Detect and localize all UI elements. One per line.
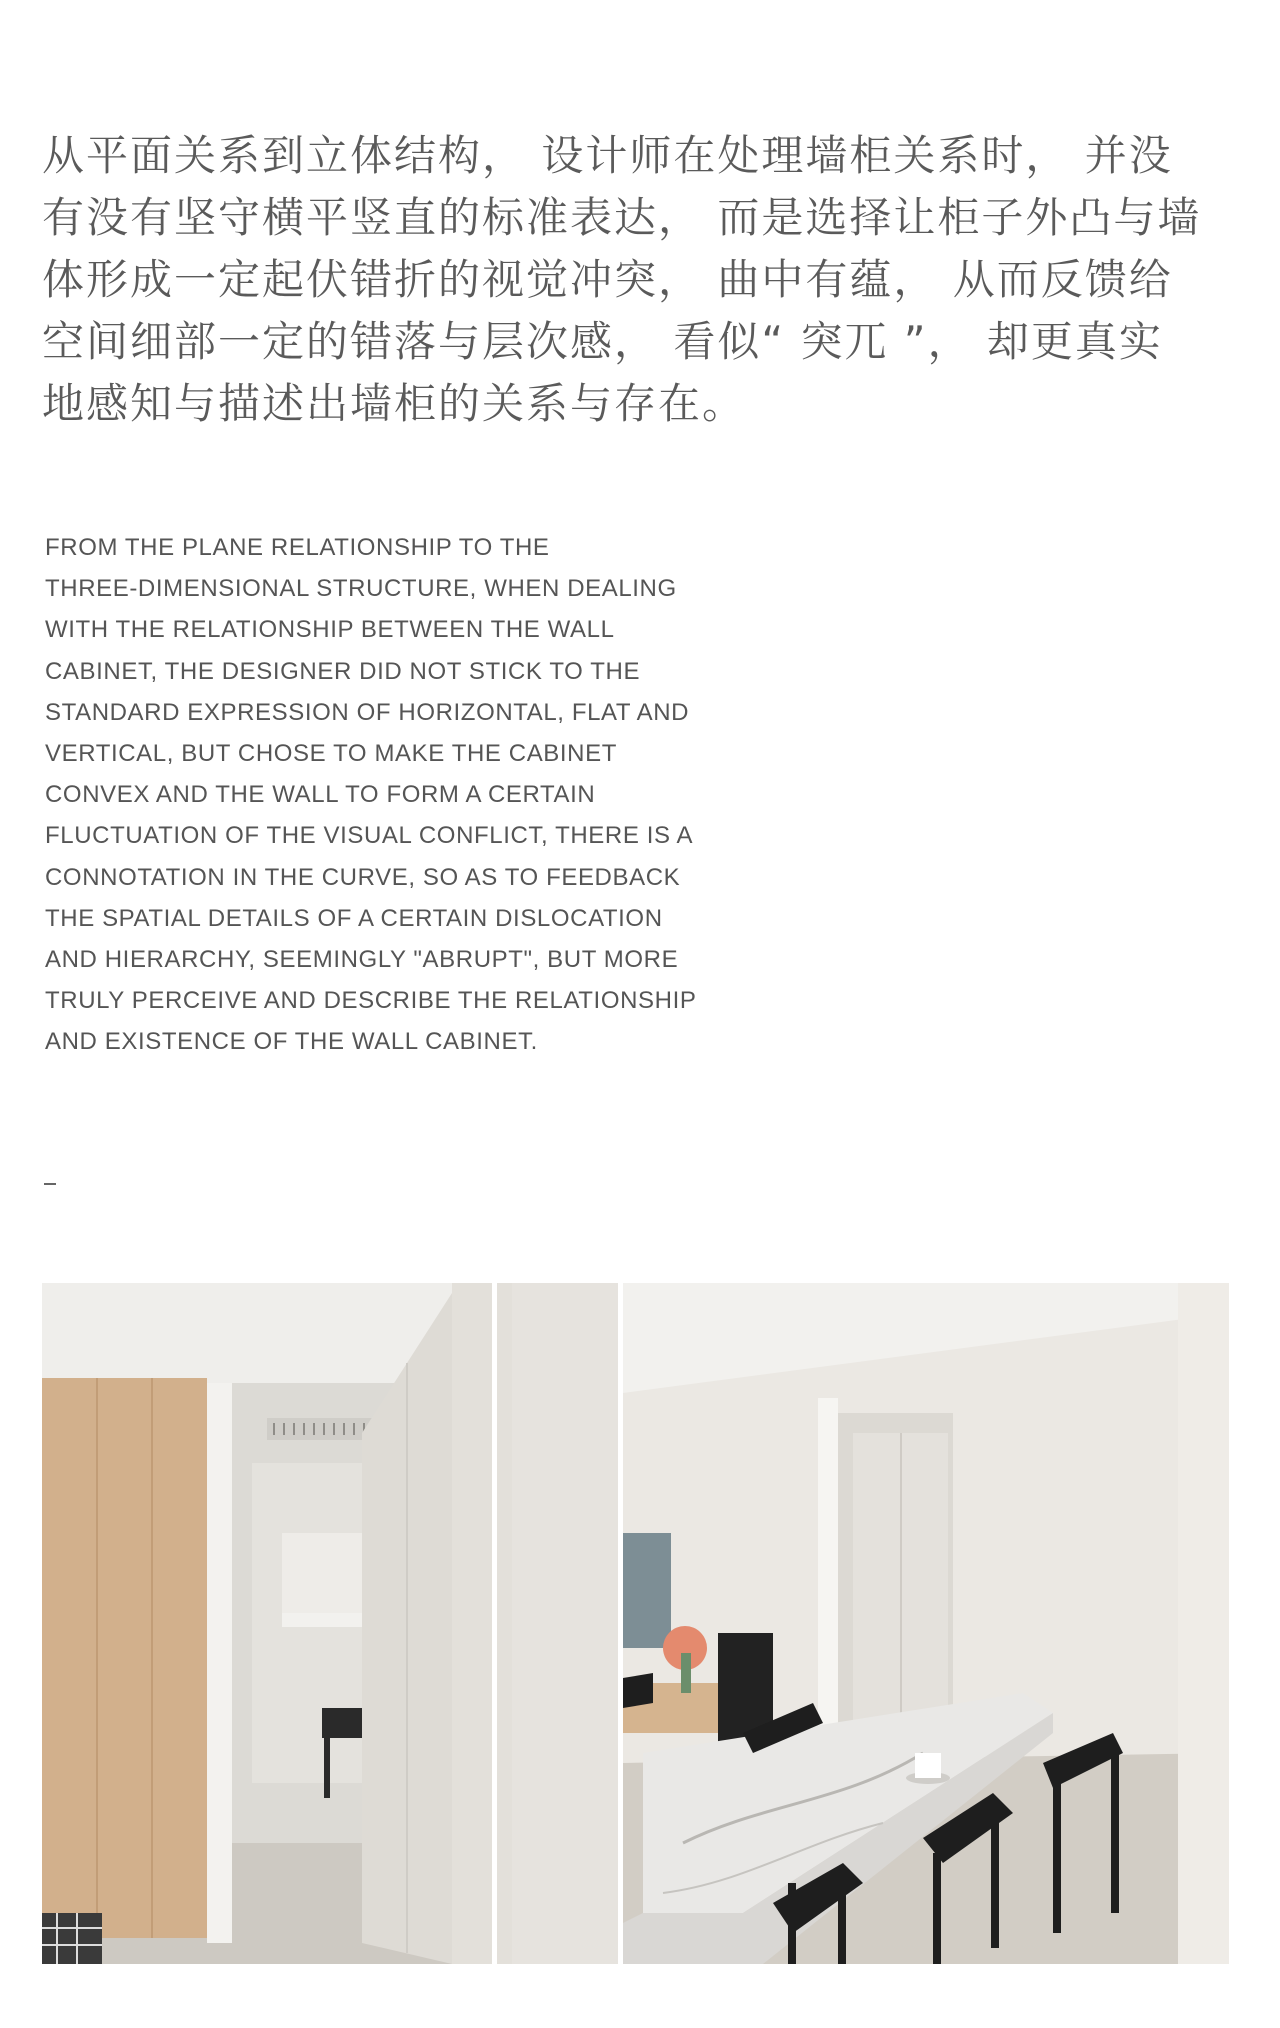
zh-line: 地感知与描述出墙柜的关系与存在。 xyxy=(42,379,747,428)
en-line: THREE-DIMENSIONAL STRUCTURE, WHEN DEALING xyxy=(45,575,677,603)
en-line: VERTICAL, BUT CHOSE TO MAKE THE CABINET xyxy=(45,740,617,768)
corridor-photo xyxy=(42,1283,618,1964)
chinese-paragraph xyxy=(42,125,1242,435)
en-line: TRULY PERCEIVE AND DESCRIBE THE RELATIONSHIP xyxy=(45,987,697,1015)
en-line: CONVEX AND THE WALL TO FORM A CERTAIN xyxy=(45,781,596,809)
section-divider xyxy=(44,1183,56,1185)
english-paragraph xyxy=(45,527,805,1063)
en-line: STANDARD EXPRESSION OF HORIZONTAL, FLAT AND xyxy=(45,698,690,726)
en-line: CONNOTATION IN THE CURVE, SO AS TO FEEDBACK xyxy=(45,863,681,891)
en-line: THE SPATIAL DETAILS OF A CERTAIN DISLOCATION xyxy=(45,904,663,932)
dining-photo xyxy=(623,1283,1229,1964)
en-line: FLUCTUATION OF THE VISUAL CONFLICT, THERE IS A xyxy=(45,822,694,850)
zh-line: 从平面关系到立体结构， 设计师在处理墙柜关系时， 并没 xyxy=(42,131,1173,180)
en-line: WITH THE RELATIONSHIP BETWEEN THE WALL xyxy=(45,616,615,644)
dining-illustration xyxy=(623,1283,1229,1964)
en-line: FROM THE PLANE RELATIONSHIP TO THE xyxy=(45,534,550,561)
en-line: AND HIERARCHY, SEEMINGLY "ABRUPT", BUT MORE xyxy=(45,946,679,974)
zh-line: 体形成一定起伏错折的视觉冲突， 曲中有蕴， 从而反馈给 xyxy=(42,255,1173,304)
en-line: AND EXISTENCE OF THE WALL CABINET. xyxy=(45,1028,538,1056)
en-line: CABINET, THE DESIGNER DID NOT STICK TO THE xyxy=(45,657,641,685)
zh-line: 空间细部一定的错落与层次感， 看似“ 突兀 ”， 却更真实 xyxy=(42,317,1163,366)
corridor-illustration xyxy=(42,1283,618,1964)
zh-line: 有没有坚守横平竖直的标准表达， 而是选择让柜子外凸与墙 xyxy=(42,193,1202,242)
